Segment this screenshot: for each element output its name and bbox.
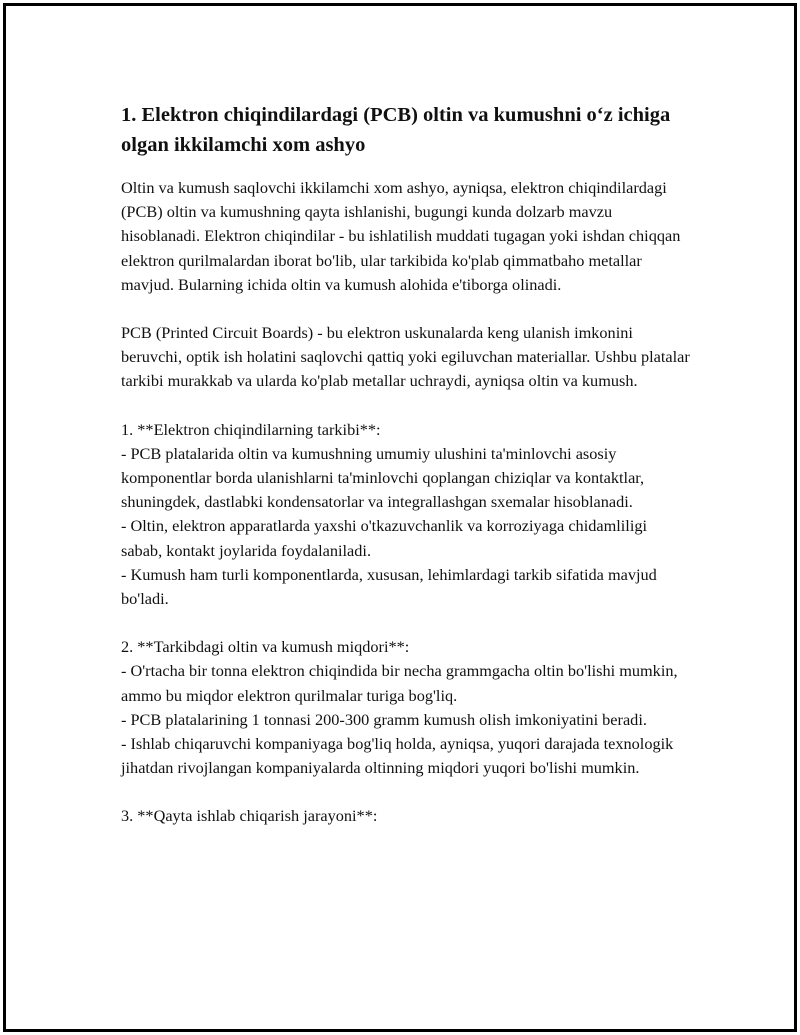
document-heading: 1. Elektron chiqindilardagi (PCB) oltin va kumushni o‘z ichiga olgan ikkilamchi xom ashyo [121, 104, 671, 156]
paragraph-gap [121, 780, 691, 804]
page-frame [3, 3, 797, 1032]
document-content [121, 100, 691, 829]
list-section-composition: 1. **Elektron chiqindilarning tarkibi**: - PCB platalarida oltin va kumushning umumiy ulushini ta'minlovchi asosiy komponentlar borda ulanishlarni ta'minlovchi qoplangan chiziqlar va kontaktlar, shuningdek, dastlabki kondensatorlar va integrallashgan sxemalar hisoblanadi. - Oltin, elektron apparatlarda yaxshi o'tkazuvchanlik va korroziyaga chidamliligi sabab, kontakt joylarida foydalaniladi. - Kumush ham turli komponentlarda, xususan, lehimlardagi tarkib sifatida mavjud bo'ladi. [121, 419, 657, 609]
paragraph-intro: Oltin va kumush saqlovchi ikkilamchi xom ashyo, ayniqsa, elektron chiqindilardagi (PCB) oltin va kumushning qayta ishlanishi, bugungi kunda dolzarb mavzu hisoblanadi. Elektron chiqindilar - bu ishlatilish muddati tugagan yoki ishdan chiqqan elektron qurilmalardan iborat bo'lib, ular tarkibida ko'plab qimmatbaho metallar mavjud. Bularning ichida oltin va kumush alohida e'tiborga olinadi. [121, 178, 681, 294]
paragraph-gap [121, 394, 691, 418]
paragraph-gap [121, 611, 691, 635]
list-section-recycling: 3. **Qayta ishlab chiqarish jarayoni**: [121, 806, 378, 826]
paragraph-pcb-definition: PCB (Printed Circuit Boards) - bu elektron uskunalarda keng ulanish imkonini beruvchi, optik ish holatini saqlovchi qattiq yoki egiluvchan materiallar. Ushbu platalar tarkibi murakkab va ularda ko'plab metallar uchraydi, ayniqsa oltin va kumush. [121, 323, 690, 391]
paragraph-gap [121, 297, 691, 321]
list-section-quantity: 2. **Tarkibdagi oltin va kumush miqdori**: - O'rtacha bir tonna elektron chiqindida bir necha grammgacha oltin bo'lishi mumkin, ammo bu miqdor elektron qurilmalar turiga bog'liq. - PCB platalarining 1 tonnasi 200-300 gramm kumush olish imkoniyatini beradi. - Ishlab chiqaruvchi kompaniyaga bog'liq holda, ayniqsa, yuqori darajada texnologik jihatdan rivojlangan kompaniyalarda oltinning miqdori yuqori bo'lishi mumkin. [121, 637, 678, 778]
